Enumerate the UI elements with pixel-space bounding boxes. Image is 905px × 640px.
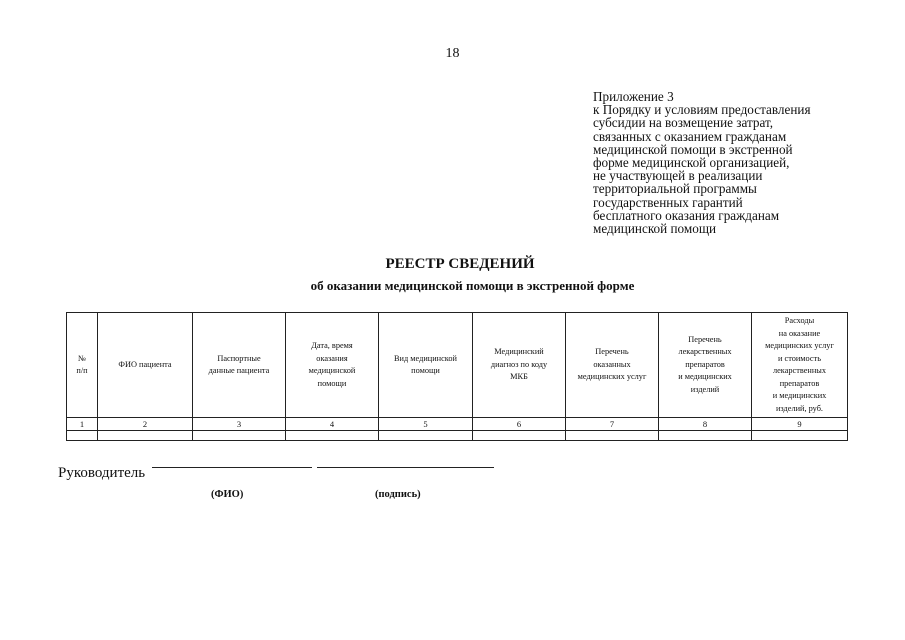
appendix-line: форме медицинской организацией, xyxy=(593,155,790,171)
appendix-line: медицинской помощи в экстренной xyxy=(593,141,793,157)
header-line: п/п xyxy=(76,366,88,375)
signature-label: Руководитель xyxy=(58,465,146,481)
appendix-line: не участвующей в реализации xyxy=(593,168,763,184)
header-line: препаратов xyxy=(685,359,725,369)
fio-caption: (ФИО) xyxy=(211,489,244,500)
header-line: и стоимость xyxy=(778,353,821,363)
registry-table xyxy=(66,312,848,441)
appendix-line: государственных гарантий xyxy=(593,194,743,210)
appendix-line: к Порядку и условиям предоставления xyxy=(593,102,811,118)
header-cell-passport xyxy=(193,313,286,418)
column-number-row xyxy=(67,418,848,431)
document-subtitle: об оказании медицинской помощи в экстренной форме xyxy=(310,278,635,293)
header-line: оказания xyxy=(316,353,348,363)
header-line: помощи xyxy=(317,378,347,388)
appendix-line: территориальной программы xyxy=(593,181,757,197)
appendix-line: Приложение 3 xyxy=(593,89,674,104)
column-number-cell: 8 xyxy=(659,418,752,431)
empty-cell xyxy=(67,431,98,441)
header-line: и медицинских xyxy=(772,391,827,400)
sign-signature-line xyxy=(317,467,494,468)
empty-cell xyxy=(473,431,566,441)
column-number-cell: 2 xyxy=(98,418,193,431)
header-line: лекарственных xyxy=(772,366,827,375)
column-number-cell: 4 xyxy=(286,418,379,431)
header-line: Перечень xyxy=(688,334,722,344)
header-line: медицинских услуг xyxy=(765,341,834,350)
header-line: Перечень xyxy=(595,347,629,357)
empty-cell xyxy=(98,431,193,441)
header-line: на оказание xyxy=(778,328,821,338)
sign-caption: (подпись) xyxy=(375,489,421,500)
header-line: № xyxy=(78,353,86,363)
header-line: медицинских услуг xyxy=(577,372,647,382)
page-number: 18 xyxy=(445,46,460,61)
header-line: данные пациента xyxy=(208,366,270,375)
header-line: помощи xyxy=(411,366,440,375)
header-cell-diagnosis xyxy=(473,313,566,418)
header-cell-patient-name xyxy=(98,313,193,418)
column-number-cell: 5 xyxy=(379,418,473,431)
empty-cell xyxy=(379,431,473,441)
column-number-cell: 6 xyxy=(473,418,566,431)
header-line: Расходы xyxy=(784,316,815,325)
header-line: Паспортные xyxy=(217,353,261,363)
header-cell-drugs xyxy=(659,313,752,418)
header-cell-care-type xyxy=(379,313,473,418)
appendix-line: связанных с оказанием гражданам xyxy=(593,128,787,144)
empty-cell xyxy=(659,431,752,441)
header-line: лекарственных xyxy=(678,347,732,357)
header-line: Медицинский xyxy=(494,347,544,357)
header-line: МКБ xyxy=(510,372,528,382)
empty-cell xyxy=(752,431,848,441)
header-line: оказанных xyxy=(593,359,631,369)
header-line: Вид медицинской xyxy=(394,353,457,363)
appendix-block xyxy=(593,90,883,235)
column-number-cell: 3 xyxy=(193,418,286,431)
header-line: изделий, руб. xyxy=(775,403,823,413)
header-line: и медицинских xyxy=(678,372,732,382)
column-number-cell: 9 xyxy=(752,418,848,431)
appendix-line: субсидии на возмещение затрат, xyxy=(593,115,774,131)
appendix-line: медицинской помощи xyxy=(593,221,717,237)
column-number-cell: 1 xyxy=(67,418,98,431)
fio-signature-line xyxy=(152,467,312,468)
empty-cell xyxy=(566,431,659,441)
table-header-row xyxy=(67,313,848,418)
document-title: РЕЕСТР СВЕДЕНИЙ xyxy=(385,256,535,272)
column-number-cell: 7 xyxy=(566,418,659,431)
header-line: изделий xyxy=(690,384,720,394)
header-line: диагноз по коду xyxy=(490,359,548,369)
header-cell-expenses xyxy=(752,313,848,418)
header-line: Дата, время xyxy=(311,341,353,350)
empty-cell xyxy=(193,431,286,441)
header-line: препаратов xyxy=(779,378,820,388)
header-line: медицинской xyxy=(308,366,356,375)
appendix-line: бесплатного оказания гражданам xyxy=(593,207,780,223)
header-cell-datetime xyxy=(286,313,379,418)
header-cell-number xyxy=(67,313,98,418)
empty-table-row xyxy=(67,431,848,441)
empty-cell xyxy=(286,431,379,441)
header-cell-services xyxy=(566,313,659,418)
header-line: ФИО пациента xyxy=(118,359,172,369)
